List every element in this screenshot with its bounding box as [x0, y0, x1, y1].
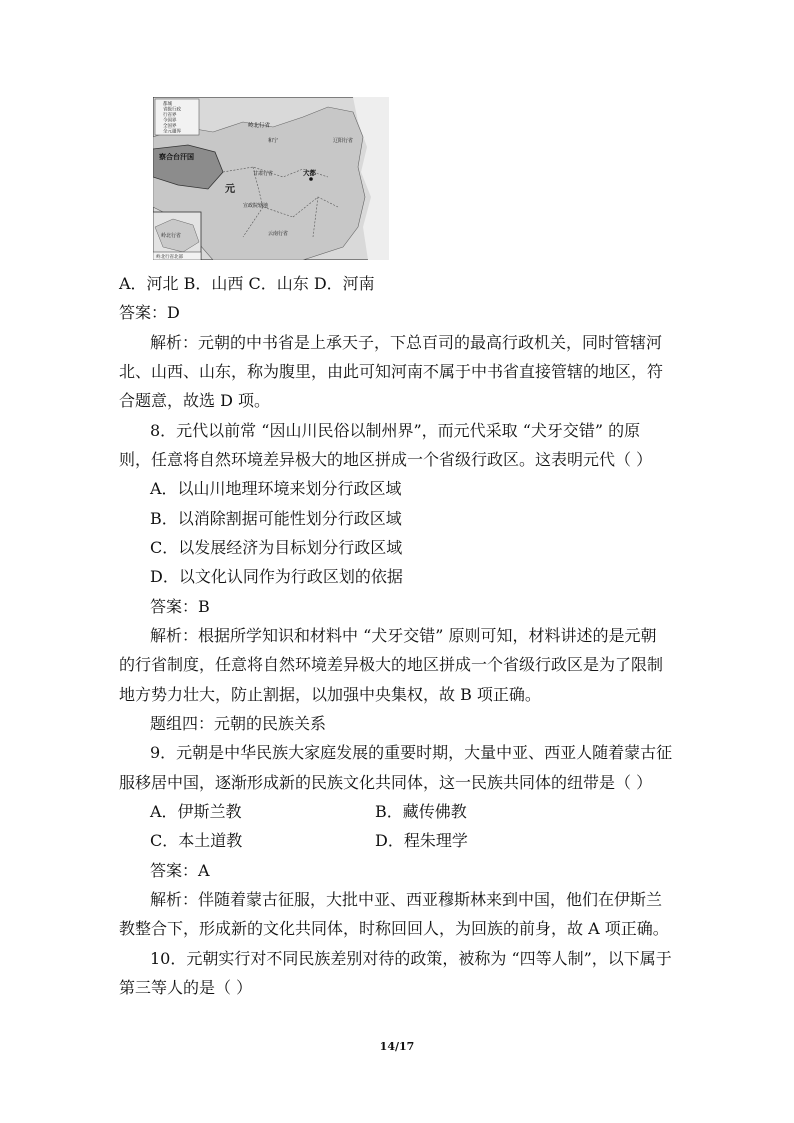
map-label-lingbei: 岭北行省 — [248, 123, 271, 129]
q8-option-b: B．以消除割据可能性划分行政区域 — [150, 509, 402, 528]
map-legend-item: 全国界 — [163, 124, 177, 129]
page-number: 14/17 — [379, 1040, 415, 1053]
q9-answer: 答案：A — [150, 861, 210, 880]
dadu-marker-icon — [309, 177, 313, 181]
group4-title: 题组四：元朝的民族关系 — [150, 714, 327, 733]
q9-option-d: D．程朱理学 — [375, 831, 468, 850]
map-label-hening: 和宁 — [268, 138, 279, 144]
q8-analysis-line: 解析：根据所学知识和材料中 “犬牙交错” 原则可知，材料讲述的是元朝 — [150, 626, 657, 645]
q7-answer: 答案：D — [119, 303, 180, 322]
q9-option-row — [150, 831, 468, 851]
q9-option-a: A．伊斯兰教 — [150, 802, 242, 821]
q10-stem-line: 第三等人的是（ ） — [119, 978, 253, 997]
q8-stem-line: 8．元代以前常 “因山川民俗以制州界”，而元代采取 “犬牙交错” 的原 — [150, 421, 641, 440]
q8-answer: 答案：B — [150, 597, 210, 616]
map-label-gansu: 甘肃行省 — [253, 171, 274, 177]
q8-option-a: A．以山川地理环境来划分行政区域 — [150, 479, 402, 498]
q8-analysis-line: 的行省制度，任意将自然环境差异极大的地区拼成一个省级行政区是为了限制 — [119, 655, 664, 674]
map-inset-label: 岭北行省北部 — [156, 255, 183, 260]
q7-analysis-line: 解析：元朝的中书省是上承天子，下总百司的最高行政机关，同时管辖河 — [150, 333, 663, 352]
q8-analysis-line: 地方势力壮大，防止割据，以加强中央集权，故 B 项正确。 — [119, 685, 541, 704]
q10-stem-line: 10．元朝实行对不同民族差别对待的政策，被称为 “四等人制”，以下属于 — [150, 949, 672, 968]
q8-option-d: D．以文化认同作为行政区划的依据 — [150, 567, 403, 586]
q9-option-c: C．本土道教 — [150, 831, 243, 850]
q9-stem-line: 服移居中国，逐渐形成新的民族文化共同体，这一民族共同体的纽带是（ ） — [119, 773, 653, 792]
map-label-xuanzheng: 宣政院辖地 — [243, 203, 269, 209]
map-legend-item: 行省界 — [163, 113, 177, 118]
map-label-yunnan: 云南行省 — [268, 231, 289, 237]
q7-options: A．河北 B．山西 C．山东 D．河南 — [119, 274, 375, 293]
map-legend-item: 都城 — [163, 102, 172, 107]
map-label-liaoyang: 辽阳行省 — [333, 138, 354, 144]
q9-analysis-line: 教整合下，形成新的文化共同体，时称回回人，为回族的前身，故 A 项正确。 — [119, 919, 669, 938]
map-legend-item: 省级行政 — [163, 107, 181, 113]
q7-analysis-line: 北、山西、山东，称为腹里，由此可知河南不属于中书省直接管辖的地区，符 — [119, 362, 664, 381]
yuan-dynasty-map — [153, 97, 389, 260]
map-inset-region: 岭北行省 — [161, 233, 182, 239]
map-legend-item: 今国界 — [163, 118, 177, 124]
map-label-dadu: 大都 — [303, 169, 316, 177]
q9-stem-line: 9．元朝是中华民族大家庭发展的重要时期，大量中亚、西亚人随着蒙古征 — [150, 743, 673, 762]
map-label-chagatai: 察合台汗国 — [159, 153, 194, 161]
map-label-yuan: 元 — [225, 184, 235, 195]
q9-analysis-line: 解析：伴随着蒙古征服，大批中亚、西亚穆斯林来到中国，他们在伊斯兰 — [150, 890, 663, 909]
q8-stem-line: 则，任意将自然环境差异极大的地区拼成一个省级行政区。这表明元代（ ） — [119, 450, 653, 469]
q8-option-c: C．以发展经济为目标划分行政区域 — [150, 538, 403, 557]
q9-option-b: B．藏传佛教 — [375, 802, 467, 821]
q7-analysis-line: 合题意，故选 D 项。 — [119, 391, 271, 410]
q9-option-row — [150, 802, 467, 822]
map-legend-item: 全元疆界 — [163, 129, 181, 135]
